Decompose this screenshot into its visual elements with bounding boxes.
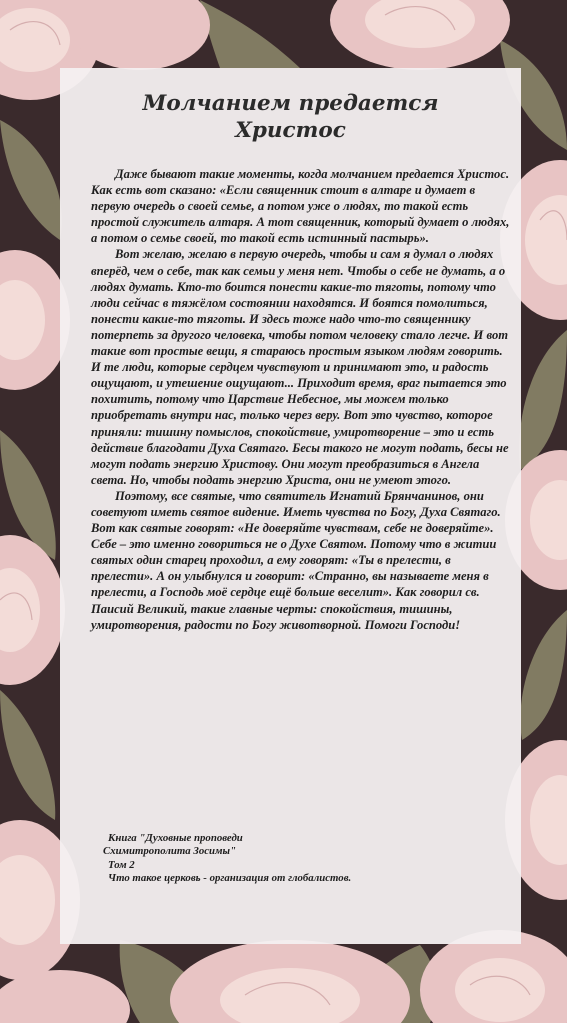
paragraph: Поэтому, все святые, что святитель Игнатий Брянчанинов, они советуют иметь святое видение. Иметь чувства по Богу, Духа Святаго. Вот как святые говорят: «Не доверяйте чувствам, себе не доверяйте». Себе – это именно говориться не о Духе Святом. Потому что в житии святых один старец проходил, а ему говорят: «Ты в прелести, в прелести». А он улыбнулся и говорит: «Странно, вы называете меня в прелести, а Господь моё сердце ещё больше веселит». Как говорил св. Паисий Великий, такие главные черты: спокойствия, тишины, умиротворения, радости по Богу животворной. Помоги Господи!	[91, 488, 501, 632]
paragraph: Даже бывают такие моменты, когда молчанием предается Христос. Как есть вот сказано: «Если священник стоит в алтаре и думает в первую очередь о своей семье, а потом уже о людях, то такой есть простой служитель алтаря. А тот священник, который думает о людях, а потом о семье своей, то такой есть истинный пастырь».	[91, 167, 510, 246]
source-line: Схимитрополита Зосимы"	[103, 845, 236, 858]
source-line: Книга "Духовные проповеди	[108, 832, 243, 844]
paragraph: Вот желаю, желаю в первую очередь, чтобы и сам я думал о людях вперёд, чем о себе, так как семьи у меня нет. Чтобы о себе не думать, а о людях думать. Кто-то боится понести какие-то тяготы, потому что люди сейчас в тяжёлом состоянии находятся. И боятся помолиться, понести какие-то тяготы. И здесь тоже надо что-то священнику потерпеть за другого человека, чтобы потом человеку стало легче. И вот такие вот простые вещи, я стараюсь простым языком людям говорить. И те люди, которые сердцем чувствуют и принимают это, и радость ощущают, и утешение ощущают... Приходит время, враг пытается это похитить, потому что Царствие Небесное, мы можем только приобретать внутри нас, только через веру. Вот это чувство, которое приняли: тишину помыслов, спокойствие, умиротворение – это и есть действие благодати Духа Святаго. Бесы такого не могут подать, бесы не могут подать энергию Христову. Они могут преобразиться в Ангела света. Но, чтобы подать энергию Христа, они не умеют этого.	[91, 247, 509, 487]
source-citation	[103, 832, 503, 886]
sermon-text	[91, 166, 511, 633]
title-line: Молчанием предается	[142, 91, 439, 116]
source-line: Том 2	[108, 858, 135, 871]
page-title	[60, 90, 521, 144]
title-line: Христос	[235, 118, 346, 143]
source-line: Что такое церковь - организация от глобалистов.	[108, 872, 352, 885]
text-card	[60, 68, 521, 944]
